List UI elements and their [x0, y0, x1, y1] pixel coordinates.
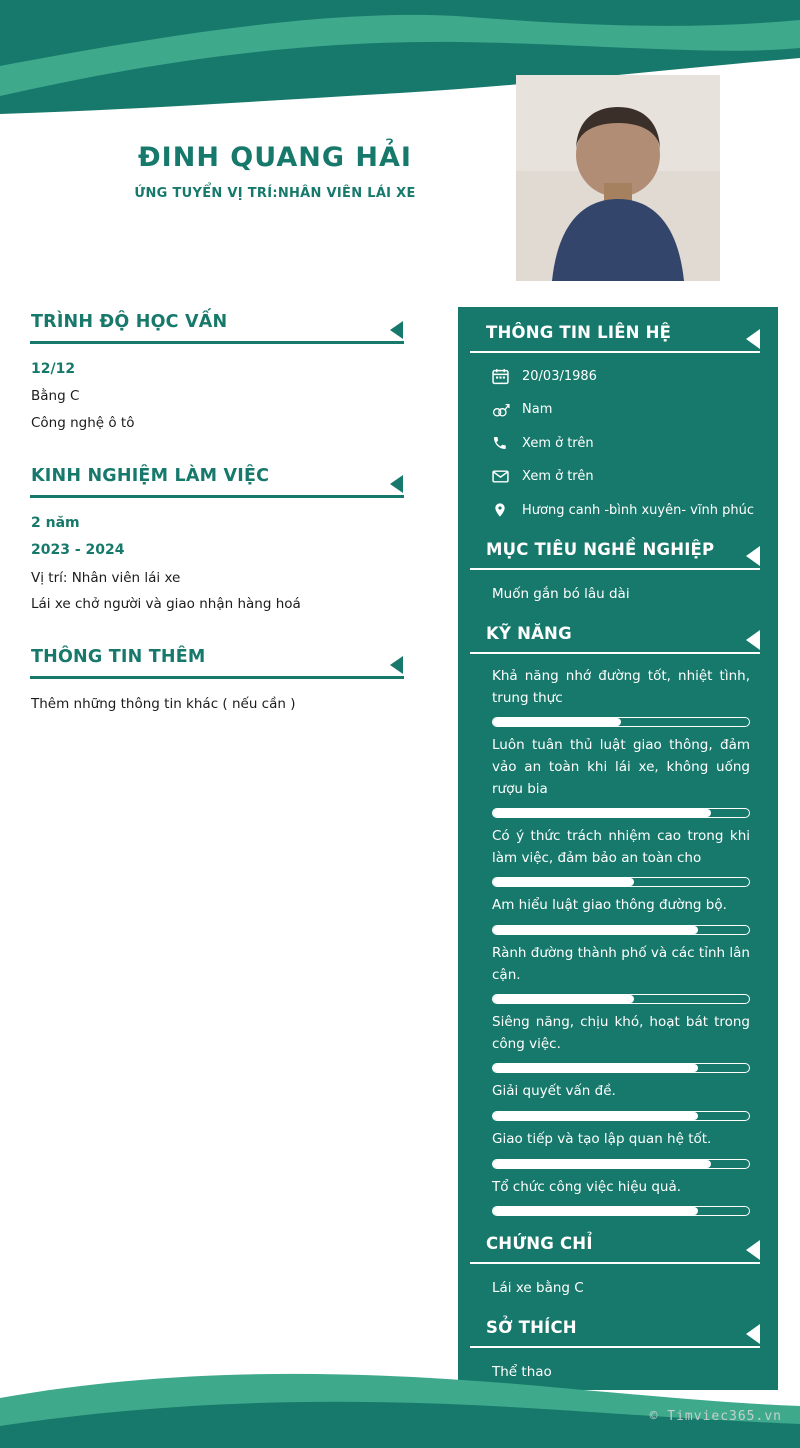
skill-progress-bar: [492, 1063, 750, 1073]
skill-text: Giao tiếp và tạo lập quan hệ tốt.: [492, 1130, 712, 1147]
location-icon: [492, 501, 510, 519]
section-additional-info-body: [30, 679, 404, 717]
section-title-text: CHỨNG CHỈ: [486, 1234, 593, 1254]
skill-text: Am hiểu luật giao thông đường bộ.: [492, 897, 727, 914]
contact-gender: Nam: [522, 402, 553, 418]
email-icon: [492, 468, 510, 486]
contact-row: [492, 432, 750, 455]
skill-progress-bar: [492, 1159, 750, 1169]
section-objective-title: [470, 538, 760, 570]
skill-text: Khả năng nhớ đường tốt, nhiệt tình, trung thực: [492, 668, 750, 706]
section-education-title: [30, 312, 404, 344]
bottom-wave-decoration: [0, 1364, 800, 1448]
phone-icon: [492, 434, 510, 452]
section-certificate: [470, 1232, 760, 1300]
skill-progress-bar: [492, 808, 750, 818]
contact-address: Hương canh -bình xuyên- vĩnh phúc: [522, 502, 754, 518]
skill-text: Siêng năng, chịu khó, hoạt bát trong công việc.: [492, 1014, 750, 1052]
skill-progress-bar: [492, 717, 750, 727]
section-objective: [470, 538, 760, 606]
section-contact-title: [470, 321, 760, 353]
skill-progress-fill: [493, 926, 698, 934]
section-title-text: SỞ THÍCH: [486, 1318, 577, 1338]
section-arrow-icon: [746, 546, 760, 566]
calendar-icon: [492, 368, 510, 386]
contact-row: [492, 398, 750, 421]
skill-item: [492, 1081, 750, 1121]
section-arrow-icon: [746, 329, 760, 349]
contact-row: [492, 499, 754, 522]
skill-progress-fill: [493, 1160, 711, 1168]
skill-text: Rành đường thành phố và các tỉnh lân cận.: [492, 945, 750, 983]
skill-item: [492, 943, 750, 1004]
section-hobby-title: [470, 1316, 760, 1348]
section-skills-title: [470, 622, 760, 654]
applied-position: ỨNG TUYỂN VỊ TRÍ:NHÂN VIÊN LÁI XE: [134, 186, 416, 201]
section-title-text: MỤC TIÊU NGHỀ NGHIỆP: [486, 539, 715, 559]
right-panel: [458, 307, 778, 1390]
skill-progress-bar: [492, 1206, 750, 1216]
contact-birthdate: 20/03/1986: [522, 369, 597, 384]
experience-duration: 2 năm: [31, 514, 80, 531]
section-additional-info: [30, 647, 404, 717]
skill-progress-bar: [492, 877, 750, 887]
contact-row: [492, 365, 750, 388]
section-additional-info-title: [30, 647, 404, 679]
skill-progress-bar: [492, 1111, 750, 1121]
header: [60, 142, 490, 201]
section-title-text: KỸ NĂNG: [486, 624, 572, 644]
section-title-text: TRÌNH ĐỘ HỌC VẤN: [31, 312, 228, 332]
skills-list: [470, 654, 760, 1216]
skill-item: [492, 666, 750, 727]
section-experience: [30, 466, 404, 617]
person-silhouette-icon: [516, 75, 720, 281]
experience-line: Lái xe chở người và giao nhận hàng hoá: [31, 595, 301, 612]
skill-progress-bar: [492, 994, 750, 1004]
candidate-name: ĐINH QUANG HẢI: [138, 142, 412, 173]
skill-text: Giải quyết vấn đề.: [492, 1083, 616, 1100]
contact-list: [470, 353, 760, 522]
skill-progress-fill: [493, 878, 634, 886]
section-education: [30, 312, 404, 436]
section-experience-body: [30, 498, 404, 617]
skill-progress-fill: [493, 1064, 698, 1072]
section-title-text: THÔNG TIN LIÊN HỆ: [486, 323, 672, 342]
section-arrow-icon: [390, 321, 403, 339]
hobby-text: Thể thao: [492, 1364, 552, 1381]
profile-photo: [516, 75, 720, 281]
gender-icon: [492, 401, 510, 419]
skill-progress-fill: [493, 718, 621, 726]
section-skills: [470, 622, 760, 1216]
section-arrow-icon: [746, 1240, 760, 1260]
section-certificate-title: [470, 1232, 760, 1264]
skill-item: [492, 826, 750, 887]
skill-item: [492, 1129, 750, 1169]
contact-row: [492, 465, 750, 488]
section-title-text: KINH NGHIỆM LÀM VIỆC: [31, 465, 270, 486]
section-arrow-icon: [746, 630, 760, 650]
contact-phone: Xem ở trên: [522, 435, 594, 451]
additional-info-text: Thêm những thông tin khác ( nếu cần ): [31, 696, 296, 713]
skill-progress-bar: [492, 925, 750, 935]
skill-progress-fill: [493, 1112, 698, 1120]
skill-text: Luôn tuân thủ luật giao thông, đảm vảo an toàn khi lái xe, không uống rượu bia: [492, 737, 750, 797]
skill-text: Có ý thức trách nhiệm cao trong khi làm việc, đảm bảo an toàn cho: [492, 828, 750, 866]
experience-line: Vị trí: Nhân viên lái xe: [31, 569, 181, 586]
section-contact: [470, 321, 760, 522]
skill-text: Tổ chức công việc hiệu quả.: [492, 1178, 682, 1195]
education-grade: 12/12: [31, 361, 76, 377]
skill-item: [492, 1012, 750, 1073]
section-experience-title: [30, 466, 404, 498]
education-line: Bằng C: [31, 388, 80, 405]
skill-item: [492, 1177, 750, 1217]
watermark: © Timviec365.vn: [649, 1409, 782, 1424]
experience-period: 2023 - 2024: [31, 542, 125, 559]
skill-progress-fill: [493, 995, 634, 1003]
skill-item: [492, 735, 750, 818]
section-title-text: THÔNG TIN THÊM: [31, 647, 206, 668]
section-education-body: [30, 344, 404, 436]
objective-text: Muốn gắn bó lâu dài: [492, 585, 630, 602]
certificate-text: Lái xe bằng C: [492, 1280, 584, 1297]
left-column: [30, 312, 404, 747]
skill-item: [492, 895, 750, 935]
section-arrow-icon: [746, 1324, 760, 1344]
section-arrow-icon: [390, 656, 403, 674]
section-arrow-icon: [390, 475, 403, 493]
contact-email: Xem ở trên: [522, 469, 594, 485]
skill-progress-fill: [493, 809, 711, 817]
skill-progress-fill: [493, 1207, 698, 1215]
education-line: Công nghệ ô tô: [31, 414, 135, 431]
